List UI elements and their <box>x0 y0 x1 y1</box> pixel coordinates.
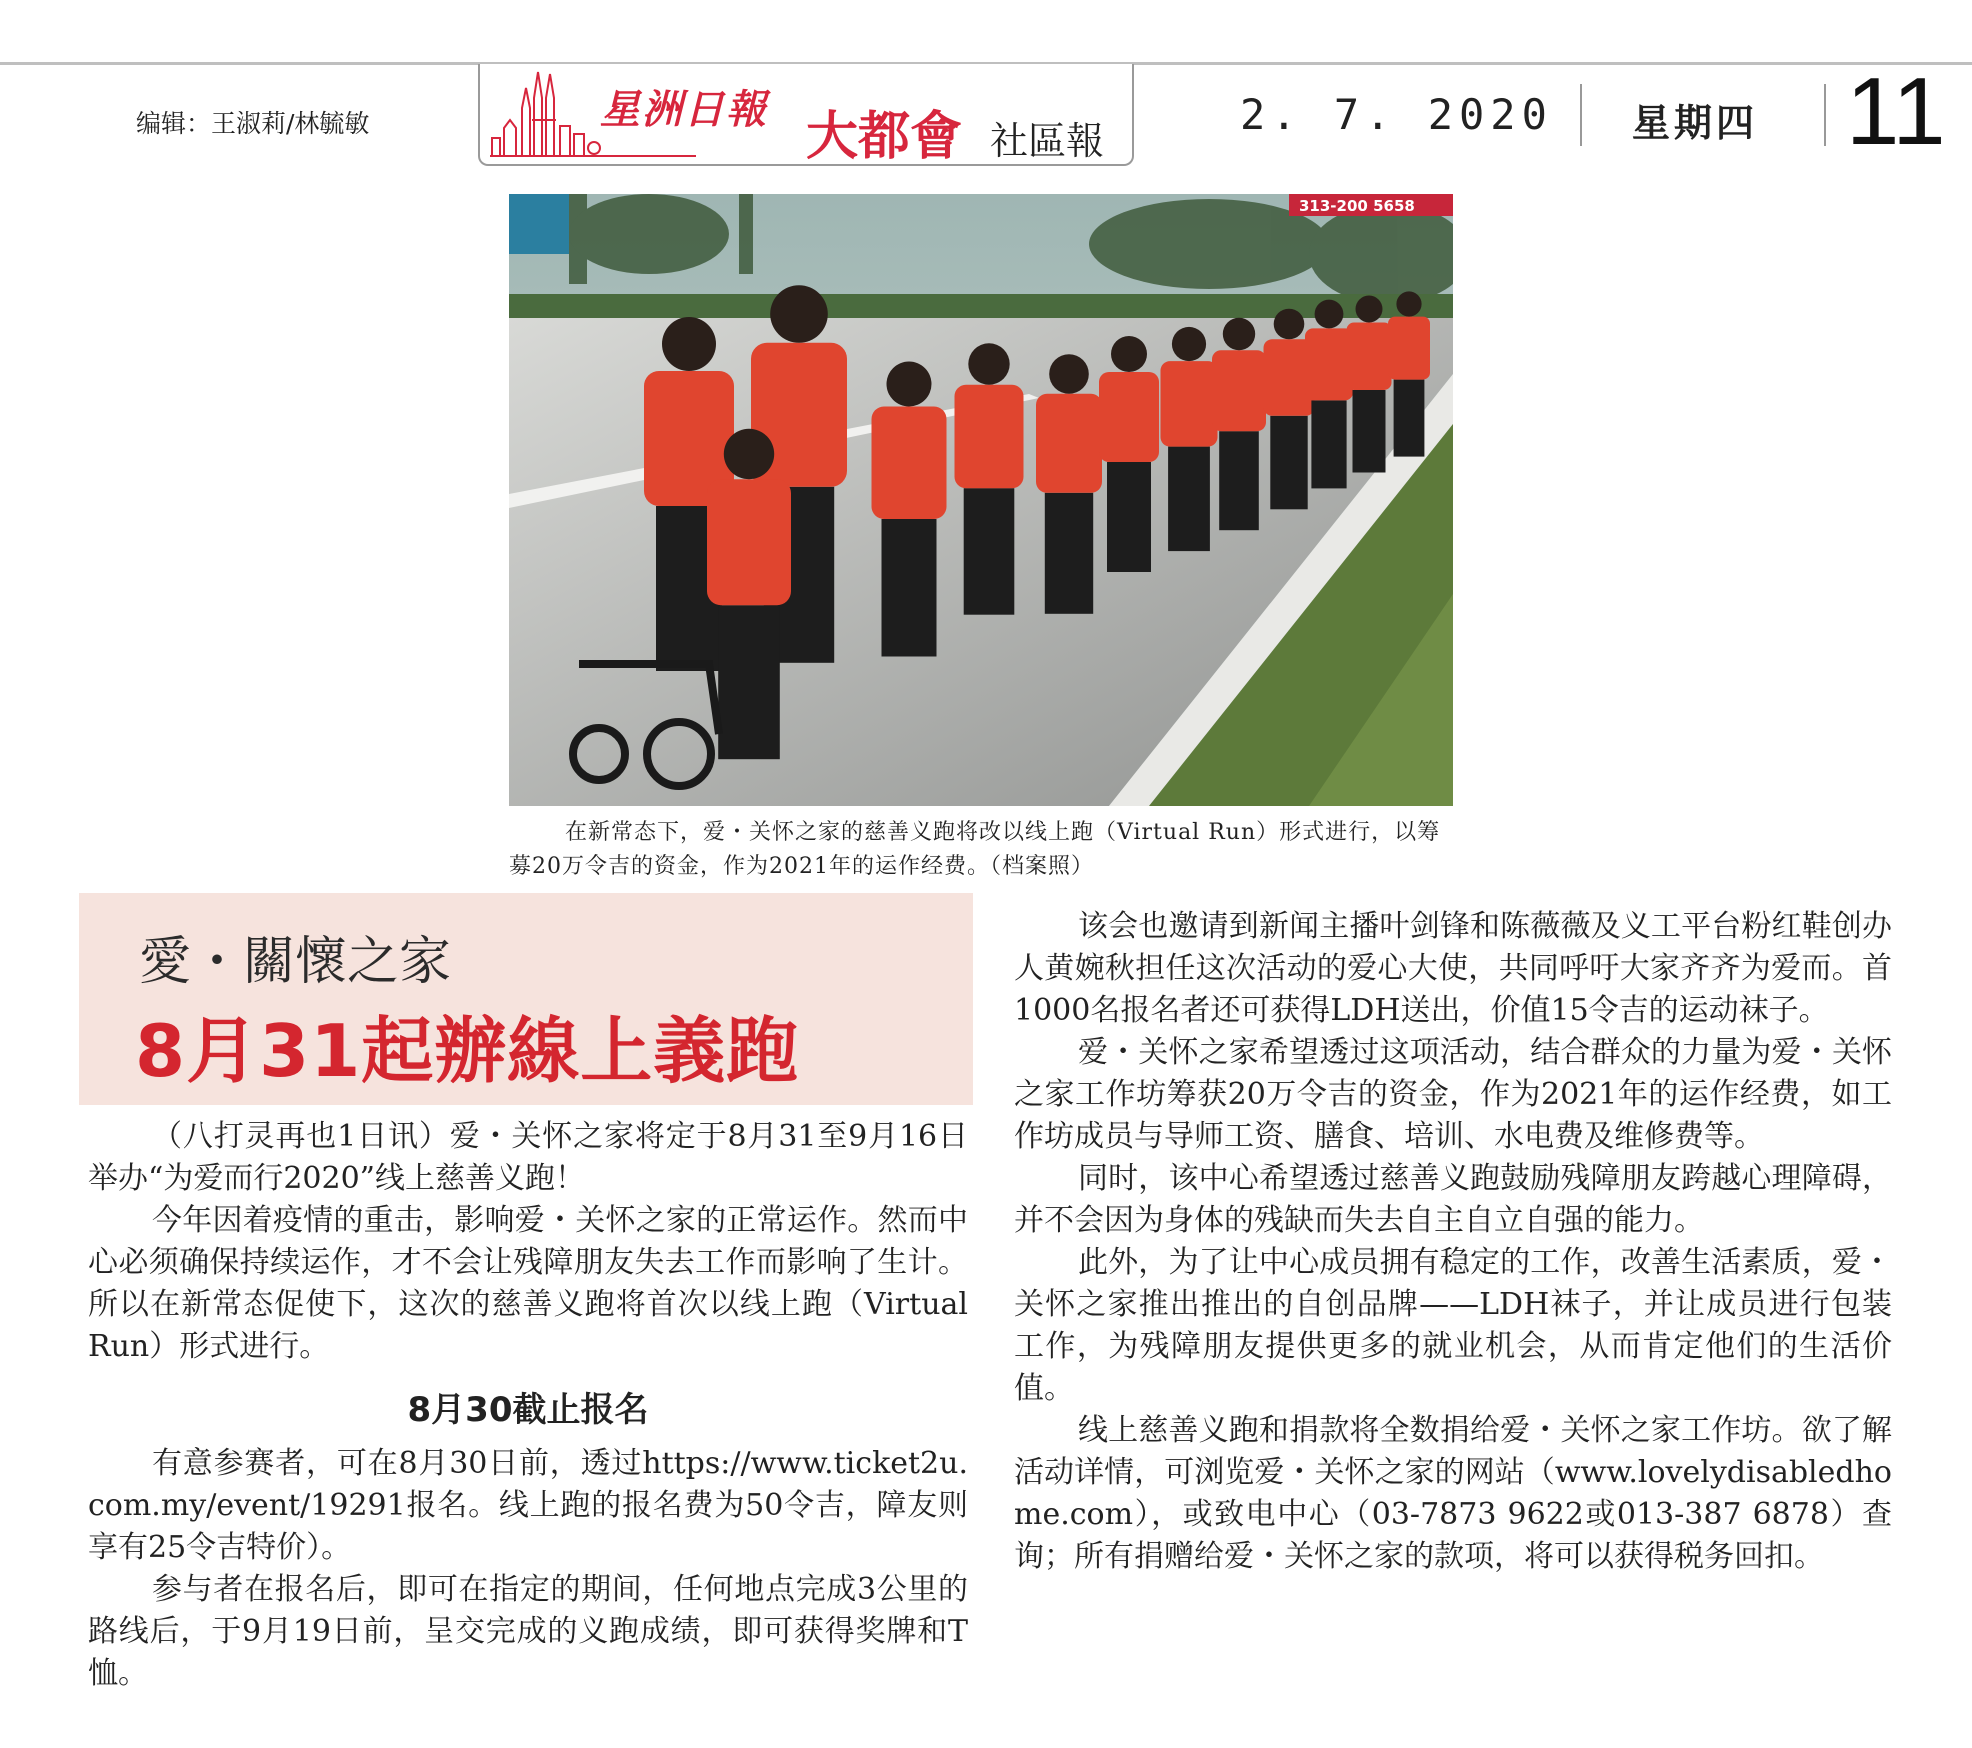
editor-credit: 编辑：王淑莉/林毓敏 <box>136 109 370 138</box>
headline-kicker: 愛・關懷之家 <box>139 932 452 992</box>
article-column-right <box>1014 906 1892 1578</box>
article-column-left <box>88 1116 968 1695</box>
logo-tagline: 社區報 <box>990 119 1105 163</box>
page-number: 11 <box>1846 58 1946 165</box>
article-paragraph: 有意参赛者，可在8月30日前，透过https://www.ticket2u.com.my/event/19291报名。线上跑的报名费为50令吉，障友则享有25令吉特价）。 <box>88 1446 968 1565</box>
article-paragraph: 此外，为了让中心成员拥有稳定的工作，改善生活素质，爱・关怀之家推出推出的自创品牌——LDH袜子，并让成员进行包装工作，为残障朋友提供更多的就业机会，从而肯定他们的生活价值。 <box>1014 1245 1892 1406</box>
logo-main-title: 星洲日報 <box>600 86 768 133</box>
masthead-divider <box>1824 84 1826 146</box>
masthead-divider <box>1580 84 1582 146</box>
logo-sub-title: 大都會 <box>806 107 963 167</box>
photo-caption: 在新常态下，爱・关怀之家的慈善义跑将改以线上跑（Virtual Run）形式进行，以筹募20万令吉的资金，作为2021年的运作经费。（档案照） <box>509 820 1441 879</box>
article-paragraph: （八打灵再也1日讯）爱・关怀之家将定于8月31至9月16日举办“为爱而行2020”线上慈善义跑！ <box>88 1119 968 1196</box>
headline-box <box>79 893 973 1105</box>
issue-weekday: 星期四 <box>1632 101 1759 145</box>
article-photo <box>509 194 1453 806</box>
headline-title: 8月31起辦線上義跑 <box>135 1009 800 1093</box>
newspaper-logo <box>478 64 1134 166</box>
article-paragraph: 该会也邀请到新闻主播叶剑锋和陈薇薇及义工平台粉红鞋创办人黄婉秋担任这次活动的爱心大使，共同呼吁大家齐齐为爱而。首1000名报名者还可获得LDH送出，价值15令吉的运动袜子。 <box>1014 909 1892 1028</box>
article-paragraph: 线上慈善义跑和捐款将全数捐给爱・关怀之家工作坊。欲了解活动详情，可浏览爱・关怀之家的网站（www.lovelydisabledhome.com），或致电中心（03-7873 9622或013-387 6878）查询；所有捐赠给爱・关怀之家的款项，将可以获得税务回扣。 <box>1014 1413 1892 1574</box>
billboard-text: 313-200 5658 <box>1299 197 1415 215</box>
issue-date: 2. 7. 2020 <box>1240 90 1553 139</box>
article-paragraph: 今年因着疫情的重击，影响爱・关怀之家的正常运作。然而中心必须确保持续运作，才不会让残障朋友失去工作而影响了生计。所以在新常态促使下，这次的慈善义跑将首次以线上跑（Virtual Run）形式进行。 <box>88 1203 968 1364</box>
article-paragraph: 同时，该中心希望透过慈善义跑鼓励残障朋友跨越心理障碍，并不会因为身体的残缺而失去自主自立自强的能力。 <box>1014 1161 1892 1238</box>
article-paragraph: 参与者在报名后，即可在指定的期间，任何地点完成3公里的路线后，于9月19日前，呈交完成的义跑成绩，即可获得奖牌和T恤。 <box>88 1572 968 1691</box>
article-subhead: 8月30截止报名 <box>407 1390 649 1430</box>
article-paragraph: 爱・关怀之家希望透过这项活动，结合群众的力量为爱・关怀之家工作坊筹获20万令吉的资金，作为2021年的运作经费，如工作坊成员与导师工资、膳食、培训、水电费及维修费等。 <box>1014 1035 1892 1154</box>
